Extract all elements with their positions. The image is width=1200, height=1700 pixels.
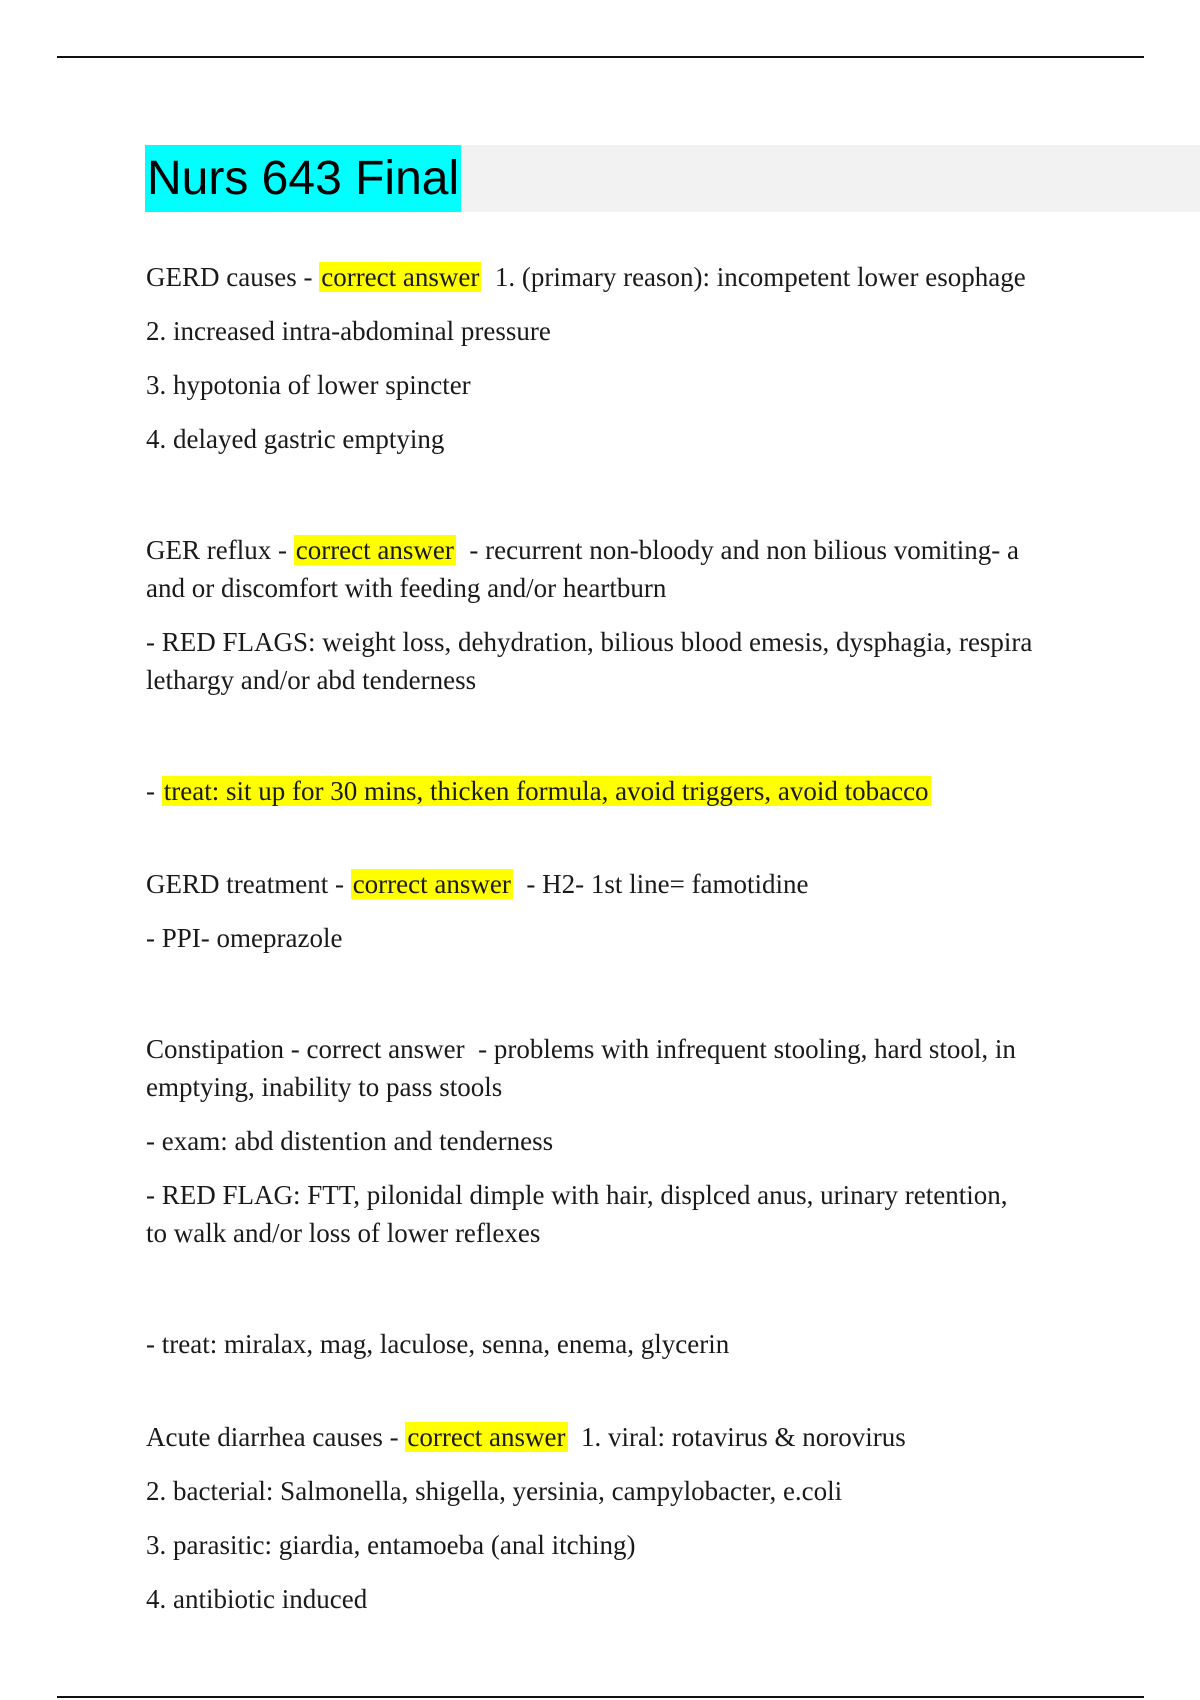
gerd-causes-line — [146, 258, 1200, 296]
answer-text: - recurrent non-bloody and non bilious vomiting- a — [455, 535, 1020, 565]
term: GERD treatment - — [146, 869, 351, 899]
exam-line: - exam: abd distention and tenderness — [146, 1126, 554, 1156]
page-title: Nurs 643 Final — [145, 145, 461, 212]
answer-highlight: correct answer — [321, 262, 480, 292]
list-item: 4. delayed gastric emptying — [146, 424, 445, 454]
acute-diarrhea-line — [146, 1418, 1200, 1456]
continuation-line: and or discomfort with feeding and/or heartburn — [146, 573, 667, 603]
treat-highlight: treat: sit up for 30 mins, thicken formula, avoid triggers, avoid tobacco — [163, 776, 929, 806]
list-item: 3. parasitic: giardia, entamoeba (anal itching) — [146, 1530, 636, 1560]
constipation-line: Constipation - correct answer - problems with infrequent stooling, hard stool, in — [146, 1034, 1016, 1064]
answer-highlight: correct answer — [295, 535, 454, 565]
list-item: 4. antibiotic induced — [146, 1584, 368, 1614]
answer-highlight: correct answer — [352, 869, 511, 899]
bottom-rule — [57, 1696, 1144, 1698]
term: GERD causes - — [146, 262, 320, 292]
answer-text: - H2- 1st line= famotidine — [512, 869, 809, 899]
list-item: 2. bacterial: Salmonella, shigella, yersinia, campylobacter, e.coli — [146, 1476, 843, 1506]
document-body — [146, 258, 1200, 1634]
continuation-line: to walk and/or loss of lower reflexes — [146, 1218, 541, 1248]
list-item: - PPI- omeprazole — [146, 923, 343, 953]
treat-line: - treat: miralax, mag, laculose, senna, enema, glycerin — [146, 1329, 730, 1359]
answer-text: 1. viral: rotavirus & norovirus — [567, 1422, 906, 1452]
red-flags-line: - RED FLAGS: weight loss, dehydration, bilious blood emesis, dysphagia, respira — [146, 627, 1033, 657]
continuation-line: emptying, inability to pass stools — [146, 1072, 503, 1102]
list-item: 2. increased intra-abdominal pressure — [146, 316, 551, 346]
ger-reflux-line — [146, 531, 1200, 569]
top-rule — [57, 56, 1144, 58]
treat-line — [146, 772, 1200, 810]
answer-text: 1. (primary reason): incompetent lower esophage — [481, 262, 1026, 292]
term: Acute diarrhea causes - — [146, 1422, 406, 1452]
gerd-treatment-line — [146, 865, 1200, 903]
treat-prefix: - — [146, 776, 162, 806]
list-item: 3. hypotonia of lower spincter — [146, 370, 471, 400]
answer-highlight: correct answer — [407, 1422, 566, 1452]
continuation-line: lethargy and/or abd tenderness — [146, 665, 477, 695]
red-flag-line: - RED FLAG: FTT, pilonidal dimple with hair, displced anus, urinary retention, — [146, 1180, 1008, 1210]
term: GER reflux - — [146, 535, 294, 565]
